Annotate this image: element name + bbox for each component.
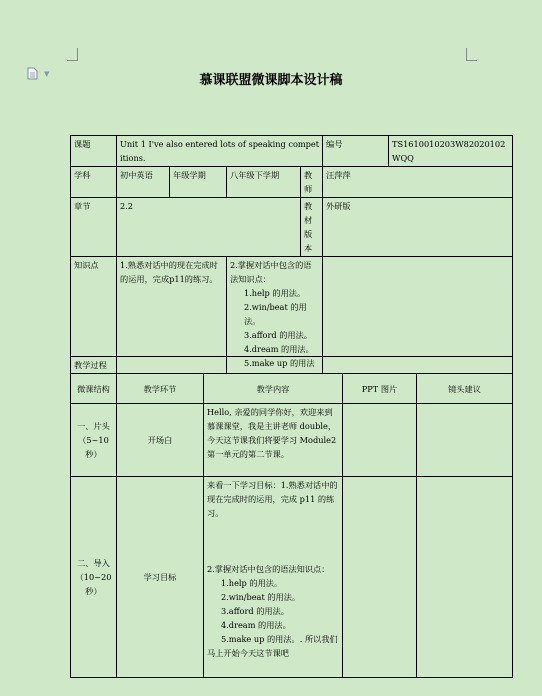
dropdown-arrow-icon[interactable]: ▼ <box>44 70 50 78</box>
chapter-label: 章节 <box>71 198 117 257</box>
header-ppt: PPT 图片 <box>343 374 417 404</box>
row-2-content-1: 来看一下学习目标：1.熟悉对话中的现在完成时的运用，完成 p11 的练习。 <box>207 480 338 518</box>
knowledge-2-intro: 2.掌握对话中包含的语法知识点： <box>230 260 312 284</box>
grammar-item: 3.afford 的用法。 <box>221 606 289 616</box>
grammar-item: 1.help 的用法。 <box>221 578 283 588</box>
term-value: 八年级下学期 <box>227 167 301 198</box>
header-content: 教学内容 <box>204 374 343 404</box>
subject-value: 初中英语 <box>117 167 170 198</box>
row-2-content-2-intro: 2.掌握对话中包含的语法知识点： <box>207 564 330 574</box>
grammar-item: 2.win/beat 的用法。 <box>244 302 307 326</box>
row-2-ppt <box>343 477 417 678</box>
header-structure: 微课结构 <box>71 374 117 404</box>
term-label: 年级学期 <box>170 167 227 198</box>
header-step: 教学环节 <box>117 374 204 404</box>
chapter-value: 2.2 <box>117 198 301 257</box>
row-1-structure: 一、片头（5~10秒） <box>71 404 117 477</box>
process-table <box>70 356 513 678</box>
row-1-content: Hello, 亲爱的同学你好，欢迎来到慕课课堂，我是主讲老师 double，今天这节课我们将要学习 Module2 第一单元的第二节课。 <box>204 404 343 477</box>
edition-label: 教材版本 <box>301 198 323 257</box>
grammar-item: 5.make up 的用法 <box>244 358 315 368</box>
grammar-item: 1.help 的用法。 <box>244 288 306 298</box>
subject-label: 学科 <box>71 167 117 198</box>
row-1-step: 开场白 <box>117 404 204 477</box>
topic-value: Unit 1 I've also entered lots of speaking competitions. <box>117 136 323 167</box>
teacher-label: 教师 <box>301 167 323 198</box>
margin-corner-mark <box>466 48 477 61</box>
row-1-camera <box>417 404 513 477</box>
grammar-item: 4.dream 的用法。 <box>221 620 291 630</box>
topic-label: 课题 <box>71 136 117 167</box>
row-1-ppt <box>343 404 417 477</box>
process-section-label: 教学过程 <box>71 357 513 374</box>
row-2-step: 学习目标 <box>117 477 204 678</box>
teacher-value: 汪萍萍 <box>323 167 513 198</box>
code-value: TS1610010203W82020102WQQ <box>389 136 513 167</box>
header-camera: 镜头建议 <box>417 374 513 404</box>
grammar-item: 2.win/beat 的用法。 <box>221 592 301 602</box>
row-2-content-2-last: 5.make up 的用法。. 所以我们马上开始今天这节课吧 <box>207 634 338 658</box>
row-2-content <box>204 477 343 678</box>
row-2-camera <box>417 477 513 678</box>
row-2-structure: 二、导入（10~20秒） <box>71 477 117 678</box>
info-table <box>70 135 513 374</box>
document-title: 慕课联盟微课脚本设计稿 <box>199 73 343 88</box>
grammar-item: 3.afford 的用法。 <box>244 330 312 340</box>
margin-corner-mark <box>67 48 78 61</box>
grammar-item: 4.dream 的用法。 <box>244 344 314 354</box>
code-label: 编号 <box>323 136 389 167</box>
knowledge-point-1: 1.熟悉对话中的现在完成时的运用，完成p11的练习。 <box>117 257 227 374</box>
knowledge-label: 知识点 <box>71 257 117 374</box>
edition-value: 外研版 <box>323 198 513 257</box>
